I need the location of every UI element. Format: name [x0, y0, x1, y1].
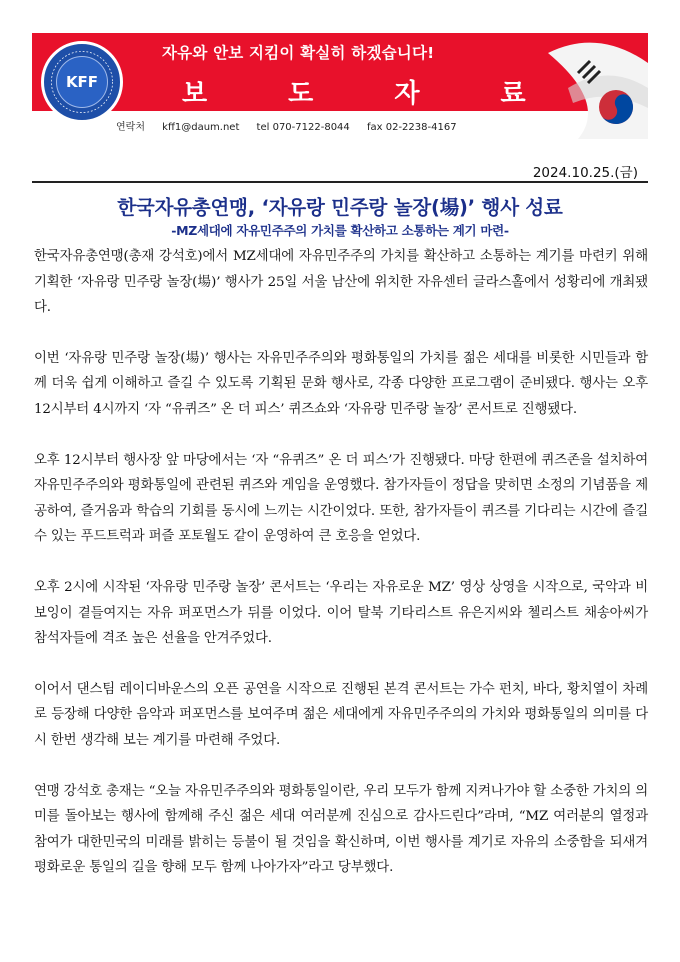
headline: 한국자유총연맹, ‘자유랑 민주랑 놀장(場)’ 행사 성료 [117, 196, 563, 219]
press-release-banner [32, 33, 648, 139]
contact-tel: tel 070-7122-8044 [256, 122, 350, 133]
article-body [34, 244, 648, 906]
divider [32, 181, 648, 183]
release-date: 2024.10.25.(금) [532, 165, 638, 181]
paragraph: 한국자유총연맹(총재 강석호)에서 MZ세대에 자유민주주의 가치를 확산하고 소통하는 계기를 마련키 위해 기획한 ‘자유랑 민주랑 놀장(場)’ 행사가 25일 서울 남산에 위치한 자유센터 글라스홀에서 성황리에 개최됐다. [34, 249, 648, 316]
korean-flag-icon [538, 33, 648, 139]
contact-fax: fax 02-2238-4167 [366, 122, 457, 133]
kff-logo [41, 41, 123, 123]
paragraph: 이번 ‘자유랑 민주랑 놀장(場)’ 행사는 자유민주주의와 평화통일의 가치를 젊은 세대를 비롯한 시민들과 함께 더욱 쉽게 이해하고 즐길 수 있도록 기획된 문화 행사로, 각종 다양한 프로그램이 준비됐다. 행사는 오후 12시부터 4시까지 ‘자 “유퀴즈” 온 더 피스’ 퀴즈쇼와 ‘자유랑 민주랑 놀장’ 콘서트로 진행됐다. [34, 350, 648, 417]
subheadline: -MZ세대에 자유민주주의 가치를 확산하고 소통하는 계기 마련- [171, 223, 509, 238]
contact-email[interactable]: kff1@daum.net [162, 122, 240, 133]
slogan: 자유와 안보 지킴이 확실히 하겠습니다! [162, 44, 435, 62]
logo-ring-icon [44, 44, 120, 120]
contact-info [116, 118, 471, 133]
contact-label: 연락처 [116, 122, 145, 133]
paragraph: 연맹 강석호 총재는 “오늘 자유민주주의와 평화통일이란, 우리 모두가 함께 지켜나가야 할 소중한 가치의 의미를 돌아보는 행사에 함께해 주신 젊은 세대 여러분께 진심으로 감사드린다”라며, “MZ 여러분의 열정과 참여가 대한민국의 미래를 밝히는 등불이 될 것임을 확신하며, 이번 행사를 계기로 자유의 소중함을 되새겨 평화로운 통일의 길을 향해 모두 함께 나아가자”라고 당부했다. [34, 783, 648, 876]
paragraph: 오후 12시부터 행사장 앞 마당에서는 ‘자 “유퀴즈” 온 더 피스’가 진행됐다. 마당 한편에 퀴즈존을 설치하여 자유민주주의와 평화통일에 관련된 퀴즈와 게임을 운영했다. 참가자들이 정답을 맞히면 소정의 기념품을 제공하여, 즐거움과 학습의 기회를 동시에 느끼는 시간이었다. 또한, 참가자들이 퀴즈를 기다리는 시간에 즐길 수 있는 푸드트럭과 퍼즐 포토월도 같이 운영하여 큰 호응을 얻었다. [34, 452, 648, 545]
logo-mark: KFF [56, 56, 108, 108]
paragraph: 오후 2시에 시작된 ‘자유랑 민주랑 놀장’ 콘서트는 ‘우리는 자유로운 MZ’ 영상 상영을 시작으로, 국악과 비보잉이 곁들여지는 자유 퍼포먼스가 뒤를 이었다. 이어 탈북 기타리스트 유은지씨와 첼리스트 채송아씨가 참석자들에 격조 높은 선율을 안겨주었다. [34, 579, 648, 647]
paragraph: 이어서 댄스팀 레이디바운스의 오픈 공연을 시작으로 진행된 본격 콘서트는 가수 펀치, 바다, 황치열이 차례로 등장해 다양한 음악과 퍼포먼스를 보여주며 젊은 세대에게 자유민주주의의 가치와 평화통일의 의미를 다시 한번 생각해 보는 계기를 마련해 주었다. [34, 681, 648, 748]
page-title: 보 도 자 료 [182, 79, 562, 109]
